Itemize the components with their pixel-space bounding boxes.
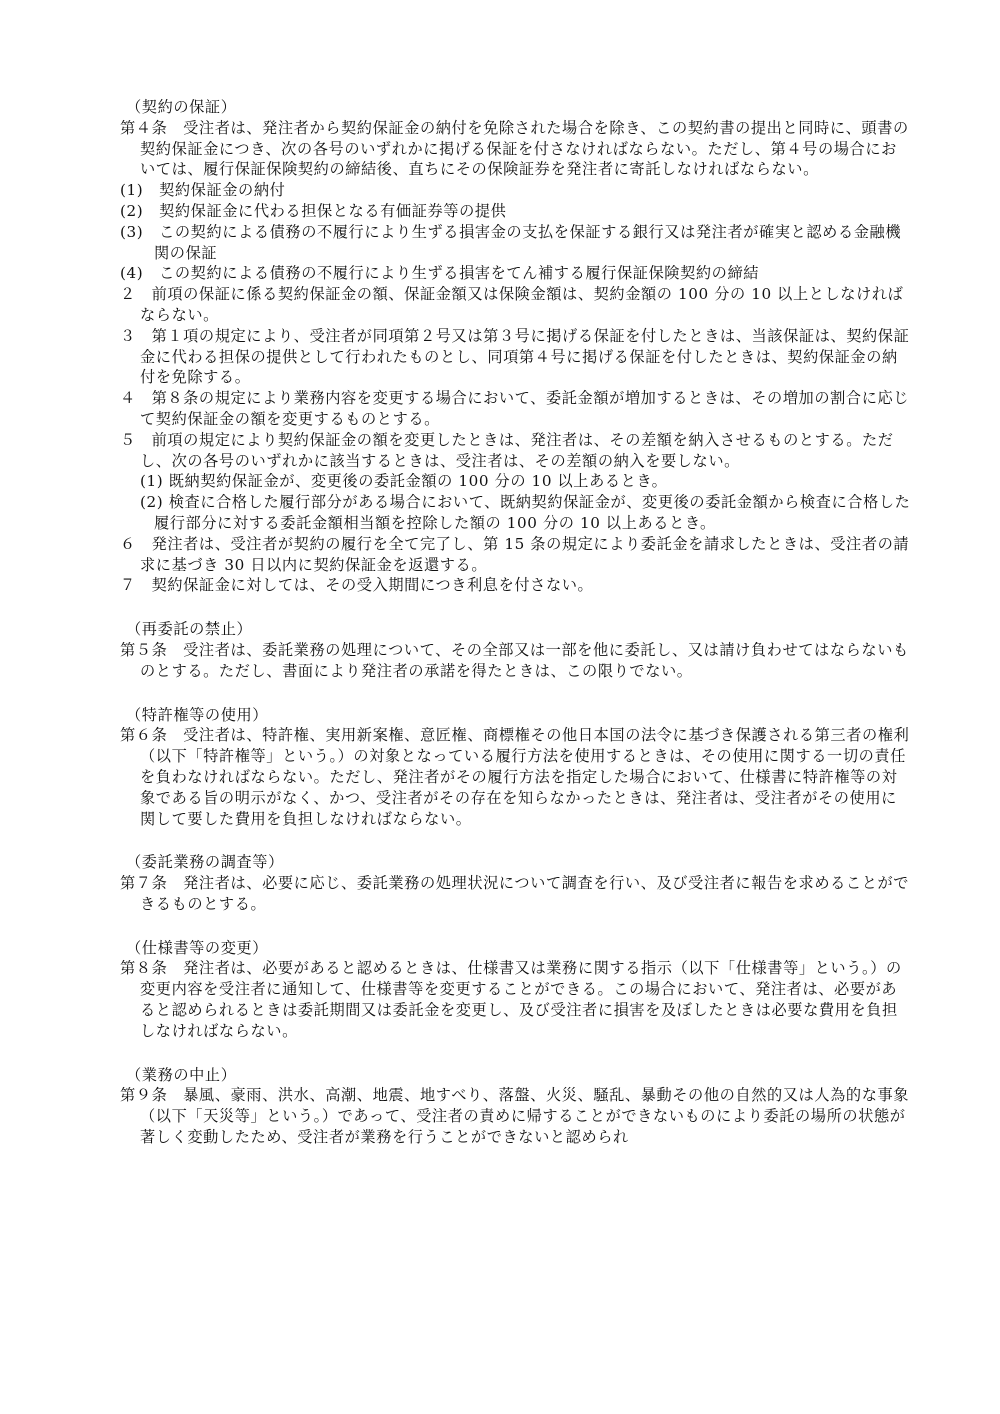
article-4-item-1: (1) 契約保証金の納付 — [120, 181, 286, 200]
article-4-paragraph-5-item-2: (2) 検査に合格した履行部分がある場合において、既納契約保証金が、変更後の委託金額から検査に合格した履行部分に対する委託金額相当額を控除した額の 100 分の 10 以上あるとき。 — [140, 493, 911, 532]
article-9-heading: （業務の中止） — [126, 1065, 237, 1084]
article-4-paragraph-3: ３ 第１項の規定により、受注者が同項第２号又は第３号に掲げる保証を付したときは、当該保証は、契約保証金に代わる担保の提供として行われたものとし、同項第４号に掲げる保証を付したときは、契約保証金の納付を免除する。 — [120, 326, 910, 387]
section-spacer — [120, 596, 912, 619]
article-4-paragraph-5-item-1: (1) 既納契約保証金が、変更後の委託金額の 100 分の 10 以上あるとき。 — [140, 472, 668, 491]
article-4-item-4: (4) この契約による債務の不履行により生ずる損害をてん補する履行保証保険契約の締結 — [120, 264, 760, 283]
section-spacer — [120, 915, 912, 938]
article-5-heading: （再委託の禁止） — [126, 620, 253, 639]
article-5-text: 第５条 受注者は、委託業務の処理について、その全部又は一部を他に委託し、又は請け負わせてはならないものとする。ただし、書面により発注者の承諾を得たときは、この限りでない。 — [120, 640, 909, 680]
article-4-paragraph-6: ６ 発注者は、受注者が契約の履行を全て完了し、第 15 条の規定により委託金を請求したときは、受注者の請求に基づき 30 日以内に契約保証金を返還する。 — [120, 534, 910, 574]
section-spacer — [120, 682, 912, 705]
section-spacer — [120, 829, 912, 852]
article-4-paragraph-5: ５ 前項の規定により契約保証金の額を変更したときは、発注者は、その差額を納入させるものとする。ただし、次の各号のいずれかに該当するときは、受注者は、その差額の納入を要しない。 — [120, 430, 894, 470]
section-spacer — [120, 1042, 912, 1065]
document-body — [120, 97, 912, 1148]
article-8-text: 第８条 発注者は、必要があると認めるときは、仕様書又は業務に関する指示（以下「仕様書等」という。）の変更内容を受注者に通知して、仕様書等を変更することができる。この場合において、発注者は、必要があると認められるときは委託期間又は委託金を変更し、及び受注者に損害を及ぼしたときは必要な費用を負担しなければならない。 — [120, 959, 902, 1040]
article-4-paragraph-4: ４ 第８条の規定により業務内容を変更する場合において、委託金額が増加するときは、その増加の割合に応じて契約保証金の額を変更するものとする。 — [120, 389, 910, 428]
article-8-heading: （仕様書等の変更） — [126, 938, 269, 957]
article-6-text: 第６条 受注者は、特許権、実用新案権、意匠権、商標権その他日本国の法令に基づき保護される第三者の権利（以下「特許権等」という。）の対象となっている履行方法を使用するときは、その使用に関する一切の責任を負わなければならない。ただし、発注者がその履行方法を指定した場合において、仕様書に特許権等の対象である旨の明示がなく、かつ、受注者がその存在を知らなかったときは、発注者は、受注者がその使用に関して要した費用を負担しなければならない。 — [120, 726, 910, 828]
article-4-heading: （契約の保証） — [126, 98, 237, 116]
article-4-paragraph-2: ２ 前項の保証に係る契約保証金の額、保証金額又は保険金額は、契約金額の 100 分の 10 以上としなければならない。 — [120, 285, 904, 324]
article-9-text: 第９条 暴風、豪雨、洪水、高潮、地震、地すべり、落盤、火災、騒乱、暴動その他の自然的又は人為的な事象（以下「天災等」という。）であって、受注者の責めに帰することができないものにより委託の場所の状態が著しく変動したため、受注者が業務を行うことができないと認められ — [120, 1086, 910, 1147]
article-4-text: 第４条 受注者は、発注者から契約保証金の納付を免除された場合を除き、この契約書の提出と同時に、頭書の契約保証金につき、次の各号のいずれかに掲げる保証を付さなければならない。ただし、第４号の場合においては、履行保証保険契約の締結後、直ちにその保険証券を発注者に寄託しなければならない。 — [120, 118, 909, 179]
article-7-heading: （委託業務の調査等） — [126, 853, 284, 872]
article-6-heading: （特許権等の使用） — [126, 705, 269, 724]
article-4-paragraph-7: ７ 契約保証金に対しては、その受入期間につき利息を付さない。 — [120, 576, 594, 595]
article-4-item-3: (3) この契約による債務の不履行により生ずる損害金の支払を保証する銀行又は発注者が確実と認める金融機関の保証 — [120, 222, 902, 262]
article-4-item-2: (2) 契約保証金に代わる担保となる有価証券等の提供 — [120, 201, 507, 220]
article-7-text: 第７条 発注者は、必要に応じ、委託業務の処理状況について調査を行い、及び受注者に報告を求めることができるものとする。 — [120, 874, 910, 913]
